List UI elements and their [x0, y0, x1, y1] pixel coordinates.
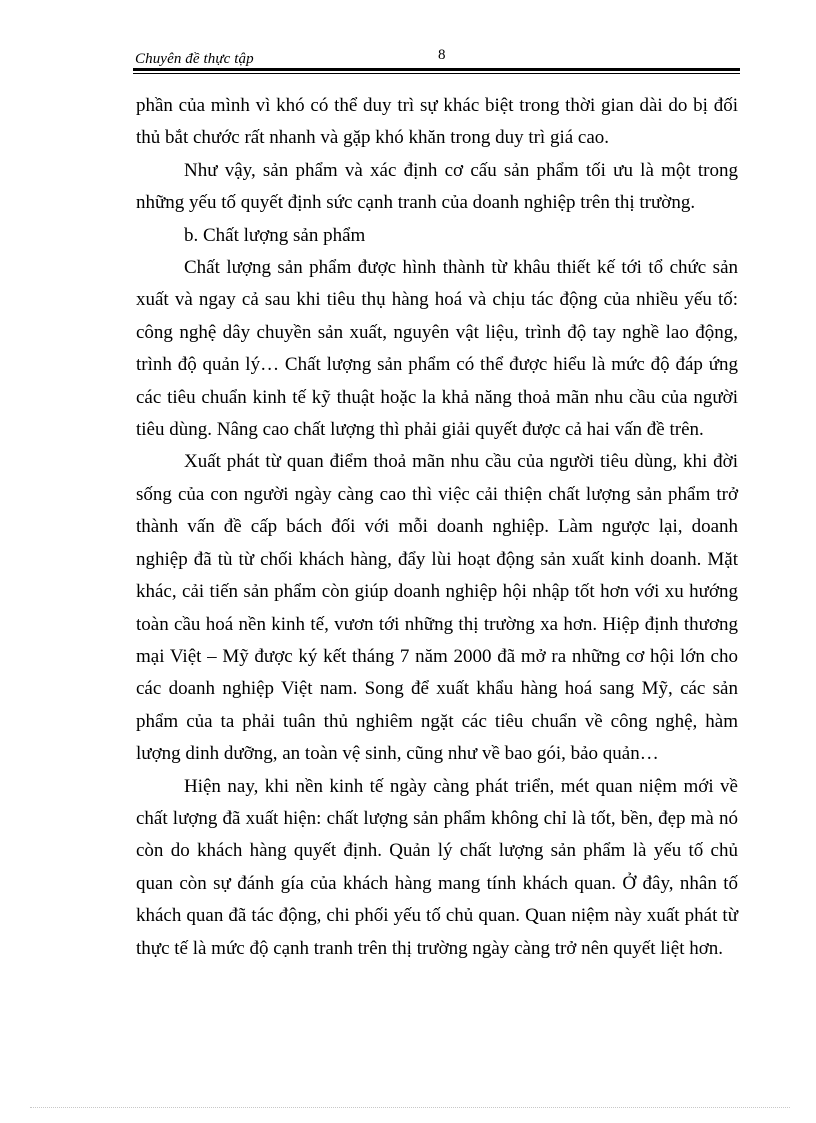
- header-title: Chuyên đề thực tập: [135, 51, 254, 67]
- section-heading: b. Chất lượng sản phẩm: [184, 224, 366, 246]
- paragraph: Xuất phát từ quan điểm thoả mãn nhu cầu của người tiêu dùng, khi đời sống của con người ngày càng cao thì việc cải thiện chất lượng sản phẩm trở thành vấn đề cấp bách đối với mỗi doanh nghiệp. Làm ngược lại, doanh nghiệp đã tù từ chối khách hàng, đẩy lùi hoạt động sản xuất kinh doanh. Mặt khác, cải tiến sản phẩm còn giúp doanh nghiệp hội nhập tốt hơn với xu hướng toàn cầu hoá nền kinh tế, vươn tới những thị trường xa hơn. Hiệp định thương mại Việt – Mỹ được ký kết tháng 7 năm 2000 đã mở ra những cơ hội lớn cho các doanh nghiệp Việt nam. Song để xuất khẩu hàng hoá sang Mỹ, các sản phẩm của ta phải tuân thủ nghiêm ngặt các tiêu chuẩn về công nghệ, hàm lượng dinh dưỡng, an toàn vệ sinh, cũng như về bao gói, bảo quản…: [136, 451, 738, 765]
- body-text: [136, 90, 738, 965]
- paragraph: Hiện nay, khi nền kinh tế ngày càng phát triển, mét quan niệm mới về chất lượng đã xuất hiện: chất lượng sản phẩm không chỉ là tốt, bền, đẹp mà nó còn do khách hàng quyết định. Quản lý chất lượng sản phẩm là yếu tố chủ quan còn sự đánh gía của khách hàng mang tính khách quan. Ở đây, nhân tố khách quan đã tác động, chi phối yếu tố chủ quan. Quan niệm này xuất phát từ thực tế là mức độ cạnh tranh trên thị trường ngày càng trở nên quyết liệt hơn.: [136, 775, 738, 959]
- header-rule-thin: [133, 73, 740, 74]
- page-number: 8: [438, 47, 446, 63]
- header-rule-thick: [133, 68, 740, 71]
- paragraph: Như vậy, sản phẩm và xác định cơ cấu sản phẩm tối ưu là một trong những yếu tố quyết định sức cạnh tranh của doanh nghiệp trên thị trường.: [136, 159, 738, 214]
- paragraph-continuation: phần của mình vì khó có thể duy trì sự khác biệt trong thời gian dài do bị đối thủ bắt chước rất nhanh và gặp khó khăn trong duy trì giá cao.: [136, 95, 738, 149]
- paragraph: Chất lượng sản phẩm được hình thành từ khâu thiết kế tới tổ chức sản xuất và ngay cả sau khi tiêu thụ hàng hoá và chịu tác động của nhiều yếu tố: công nghệ dây chuyền sản xuất, nguyên vật liệu, trình độ tay nghề lao động, trình độ quản lý… Chất lượng sản phẩm có thể được hiểu là mức độ đáp ứng các tiêu chuẩn kinh tế kỹ thuật hoặc la khả năng thoả mãn nhu cầu của người tiêu dùng. Nâng cao chất lượng thì phải giải quyết được cả hai vấn đề trên.: [136, 257, 738, 441]
- page-bottom-border: [30, 1107, 790, 1108]
